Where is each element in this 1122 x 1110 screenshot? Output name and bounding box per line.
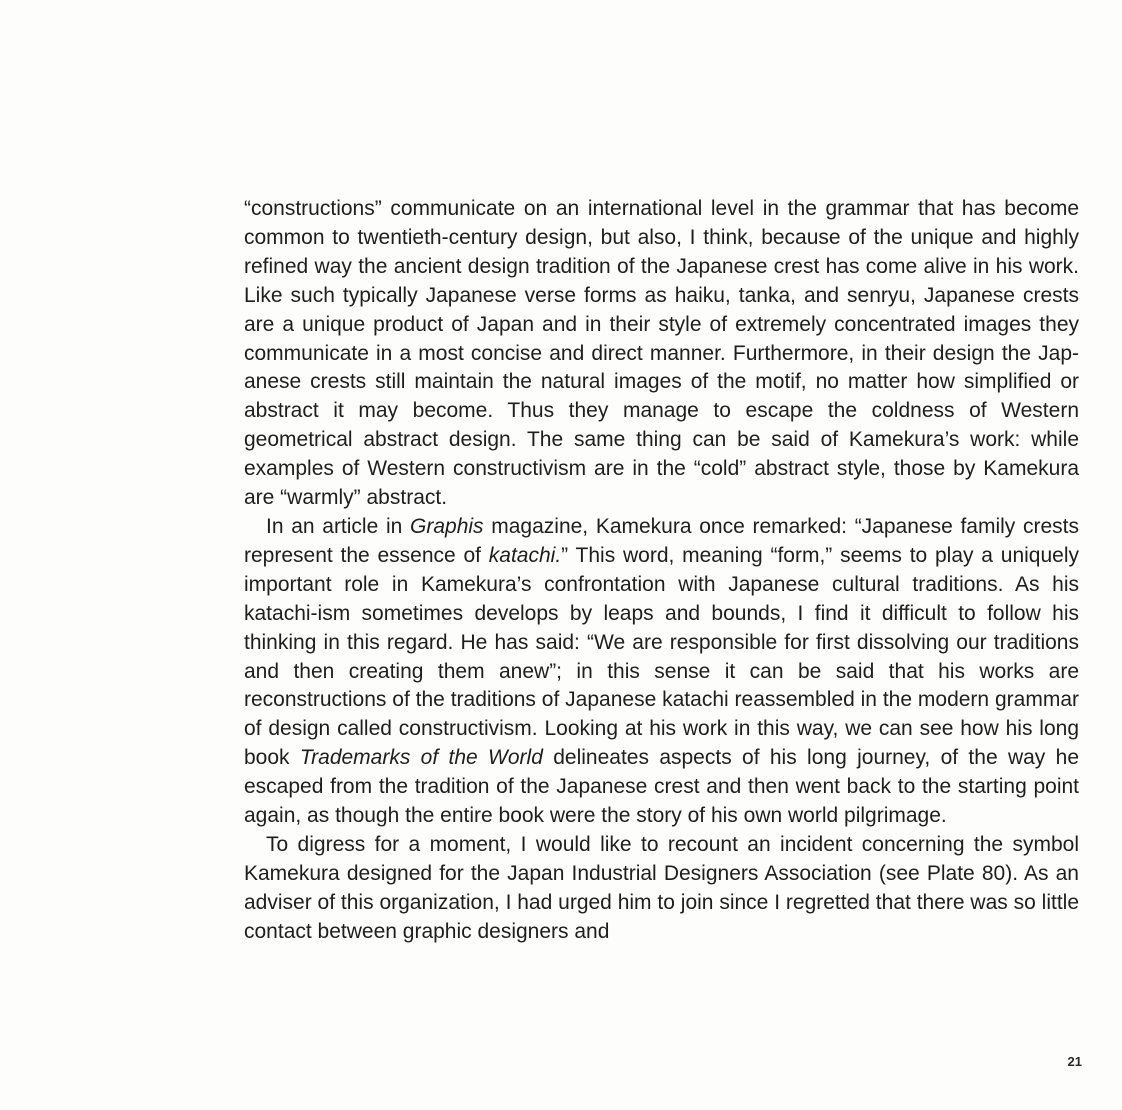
text-column: [244, 195, 1079, 947]
page-number: 21: [1067, 1054, 1082, 1069]
paragraph-3: [244, 831, 1079, 947]
paragraph-2-run-5: ” This word, meaning “form,” seems to play a uniquely important role in Kamekura’s confrontation with Japanese cultural traditions. As his katachi-ism sometimes develops by leaps and bounds, I find it difficult to follow his thinking in this regard. He has said: “We are responsible for first dissolving our traditions and then creating them anew”; in this sense it can be said that his works are reconstructions of the traditions of Japanese katachi reassembled in the modern grammar of design called constructivism. Looking at his work in this way, we can see how his long book: [244, 543, 1079, 770]
paragraph-2-run-3: magazine, Kamekura once remarked: “Japanese family crests represent the essence of: [244, 514, 1079, 567]
paragraph-2: [244, 513, 1079, 831]
paragraph-1-text: “constructions” communicate on an international level in the grammar that has become common to twentieth-century design, but also, I think, because of the unique and highly refined way the ancient design tradition of the Japanese crest has come alive in his work. Like such typically Japanese verse forms as haiku, tanka, and senryu, Japanese crests are a unique product of Japan and in their style of extremely concentrated images they communicate in a most concise and direct manner. Furthermore, in their design the Japanese crests still maintain the natural images of the motif, no matter how simplified or abstract it may become. Thus they manage to escape the coldness of Western geometrical abstract design. The same thing can be said of Kamekura’s work: while examples of Western constructivism are in the “cold” abstract style, those by Kamekura are “warmly” abstract.: [244, 197, 1079, 510]
paragraph-2-run-7: delineates aspects of his long journey, of the way he escaped from the tradition of the Japanese crest and then went back to the starting point again, as though the entire book were the story of his own world pilgrimage.: [244, 746, 1079, 828]
book-title-trademarks: Trademarks of the World: [299, 746, 543, 770]
paragraph-2-run-1: In an article in: [266, 514, 411, 538]
paragraph-1: [244, 195, 1079, 513]
term-katachi: katachi.: [488, 543, 562, 567]
paragraph-3-text: To digress for a moment, I would like to recount an incident concerning the symbol Kamekura designed for the Japan Industrial Designers Association (see Plate 80). As an adviser of this organization, I had urged him to join since I regretted that there was so little contact between graphic designers and: [244, 832, 1079, 943]
magazine-title-graphis: Graphis: [410, 514, 484, 538]
